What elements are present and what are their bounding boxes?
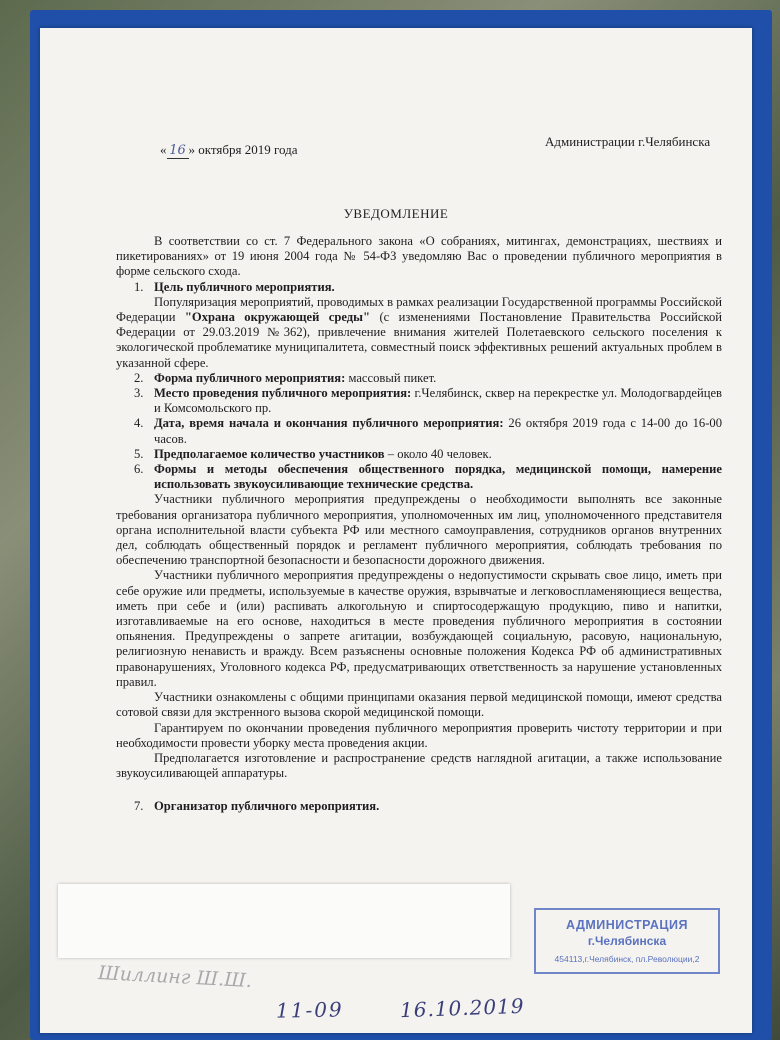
item-1-text-a: Популяризация мероприятий, проводимых в рамках реализации Государственной программы Российской Федерации	[116, 294, 722, 325]
item-label: Место проведения публичного мероприятия:	[154, 386, 412, 401]
date-open-quote: «	[160, 142, 167, 157]
stamp-line-2: г.Челябинска	[587, 934, 667, 948]
redaction-patch	[58, 884, 510, 958]
document-body	[116, 234, 722, 815]
item-1-text-b: (с изменениями Постановление Правительства Российской Федерации от 29.03.2019 №362), привлечение внимания жителей Полетаевского сельского поселения к экологической проблематике муниципалитета, совместный поиск эффективных решений актуальных проблем в указанной сфере.	[116, 310, 722, 370]
item-value: – около 40 человек.	[384, 446, 492, 461]
item-label: Организатор публичного мероприятия.	[154, 799, 380, 814]
paragraph-first-aid: Участники ознакомлены с общими принципами оказания первой медицинской помощи, имеют средства сотовой связи для экстренного вызова скорой медицинской помощи.	[116, 690, 722, 720]
paragraph-agitation: Предполагается изготовление и распространение средств наглядной агитации, а также использование звукоусиливающей аппаратуры.	[116, 750, 722, 781]
stamp-line-1: АДМИНИСТРАЦИЯ	[565, 918, 689, 932]
item-6	[116, 462, 722, 492]
item-label: Цель публичного мероприятия	[154, 279, 332, 294]
intro-paragraph: В соответствии со ст. 7 Федерального закона «О собраниях, митингах, демонстрациях, шествиях и пикетированиях» от 19 июня 2004 года № 54-ФЗ уведомляю Вас о проведении публичного мероприятия в форме сельского схода.	[116, 234, 722, 279]
item-3	[116, 386, 722, 416]
document-date	[160, 142, 298, 159]
item-number: 7.	[134, 799, 144, 814]
item-label: Форма публичного мероприятия:	[154, 370, 346, 385]
document-title: УВЕДОМЛЕНИЕ	[343, 206, 449, 221]
item-label: Формы и методы обеспечения общественного порядка, медицинской помощи, намерение использовать звукоусиливающие технические средства.	[154, 462, 722, 492]
registration-date: 16.10.2019	[399, 993, 525, 1023]
item-1-heading	[116, 280, 722, 295]
program-name: "Охрана окружающей среды"	[184, 310, 370, 325]
notification-document	[40, 28, 752, 1033]
item-number: 2.	[134, 370, 144, 385]
item-value: 26 октября 2019 года с 14-00 до 16-00 часов.	[154, 416, 722, 446]
item-number: 1.	[134, 279, 144, 294]
date-day-handwritten: 16	[167, 143, 189, 159]
paragraph-order: Участники публичного мероприятия предупреждены о необходимости выполнять все законные требования организатора публичного мероприятия, уполномоченных им лиц, уполномоченного представителя органа исполнительной власти субъекта РФ или местного самоуправления, сотрудников органов внутренних дел, соблюдать общественный порядок и регламент публичного мероприятия, соблюдать требования по обеспечению транспортной безопасности и безопасности дорожного движения.	[116, 492, 722, 568]
recipient-line: Администрации г.Челябинска	[545, 134, 711, 149]
handwritten-signature: Шиллинг Ш.Ш.	[97, 961, 253, 993]
item-label: Предполагаемое количество участников	[154, 446, 385, 461]
item-1-text	[116, 295, 722, 371]
item-5	[116, 447, 722, 462]
item-number: 5.	[134, 446, 144, 461]
paragraph-prohibitions: Участники публичного мероприятия предупреждены о недопустимости скрывать свое лицо, иметь при себе оружие или предметы, используемые в качестве оружия, взрывчатые и легковоспламеняющиеся вещества, иметь при себе и (или) распивать алкогольную и спиртосодержащую продукцию, пиво и напитки, изготавливаемые на его основе, находиться в месте проведения публичного мероприятия в состоянии опьянения. Предупреждены о запрете агитации, возбуждающей социальную, расовую, национальную, религиозную ненависть и вражду. Всем разъяснены основные положения Кодекса РФ об административных правонарушениях, Уголовного кодекса РФ, предусматривающих ответственность за нарушение установленных правил.	[116, 568, 722, 689]
item-label: Дата, время начала и окончания публичного мероприятия:	[154, 416, 504, 431]
spacer	[116, 781, 722, 799]
registration-number: 11-09	[275, 997, 344, 1023]
item-value: массовый пикет.	[345, 370, 437, 385]
paragraph-cleanup: Гарантируем по окончании проведения публичного мероприятия проверить чистоту территории и при необходимости провести уборку места проведения акции.	[116, 720, 722, 750]
item-number: 3.	[134, 386, 144, 401]
stamp-address: 454113,г.Челябинск, пл.Революции,2	[554, 954, 700, 964]
item-number: 6.	[134, 462, 144, 477]
item-value: г.Челябинск, сквер на перекрестке ул. Молодогвардейцев и Комсомольского пр.	[154, 386, 722, 416]
administration-stamp	[534, 908, 720, 974]
item-label-tail: .	[331, 279, 335, 294]
date-month-year: » октября 2019 года	[188, 142, 298, 157]
item-7	[116, 799, 722, 814]
item-2	[116, 371, 722, 386]
item-4	[116, 416, 722, 446]
item-number: 4.	[134, 416, 144, 431]
